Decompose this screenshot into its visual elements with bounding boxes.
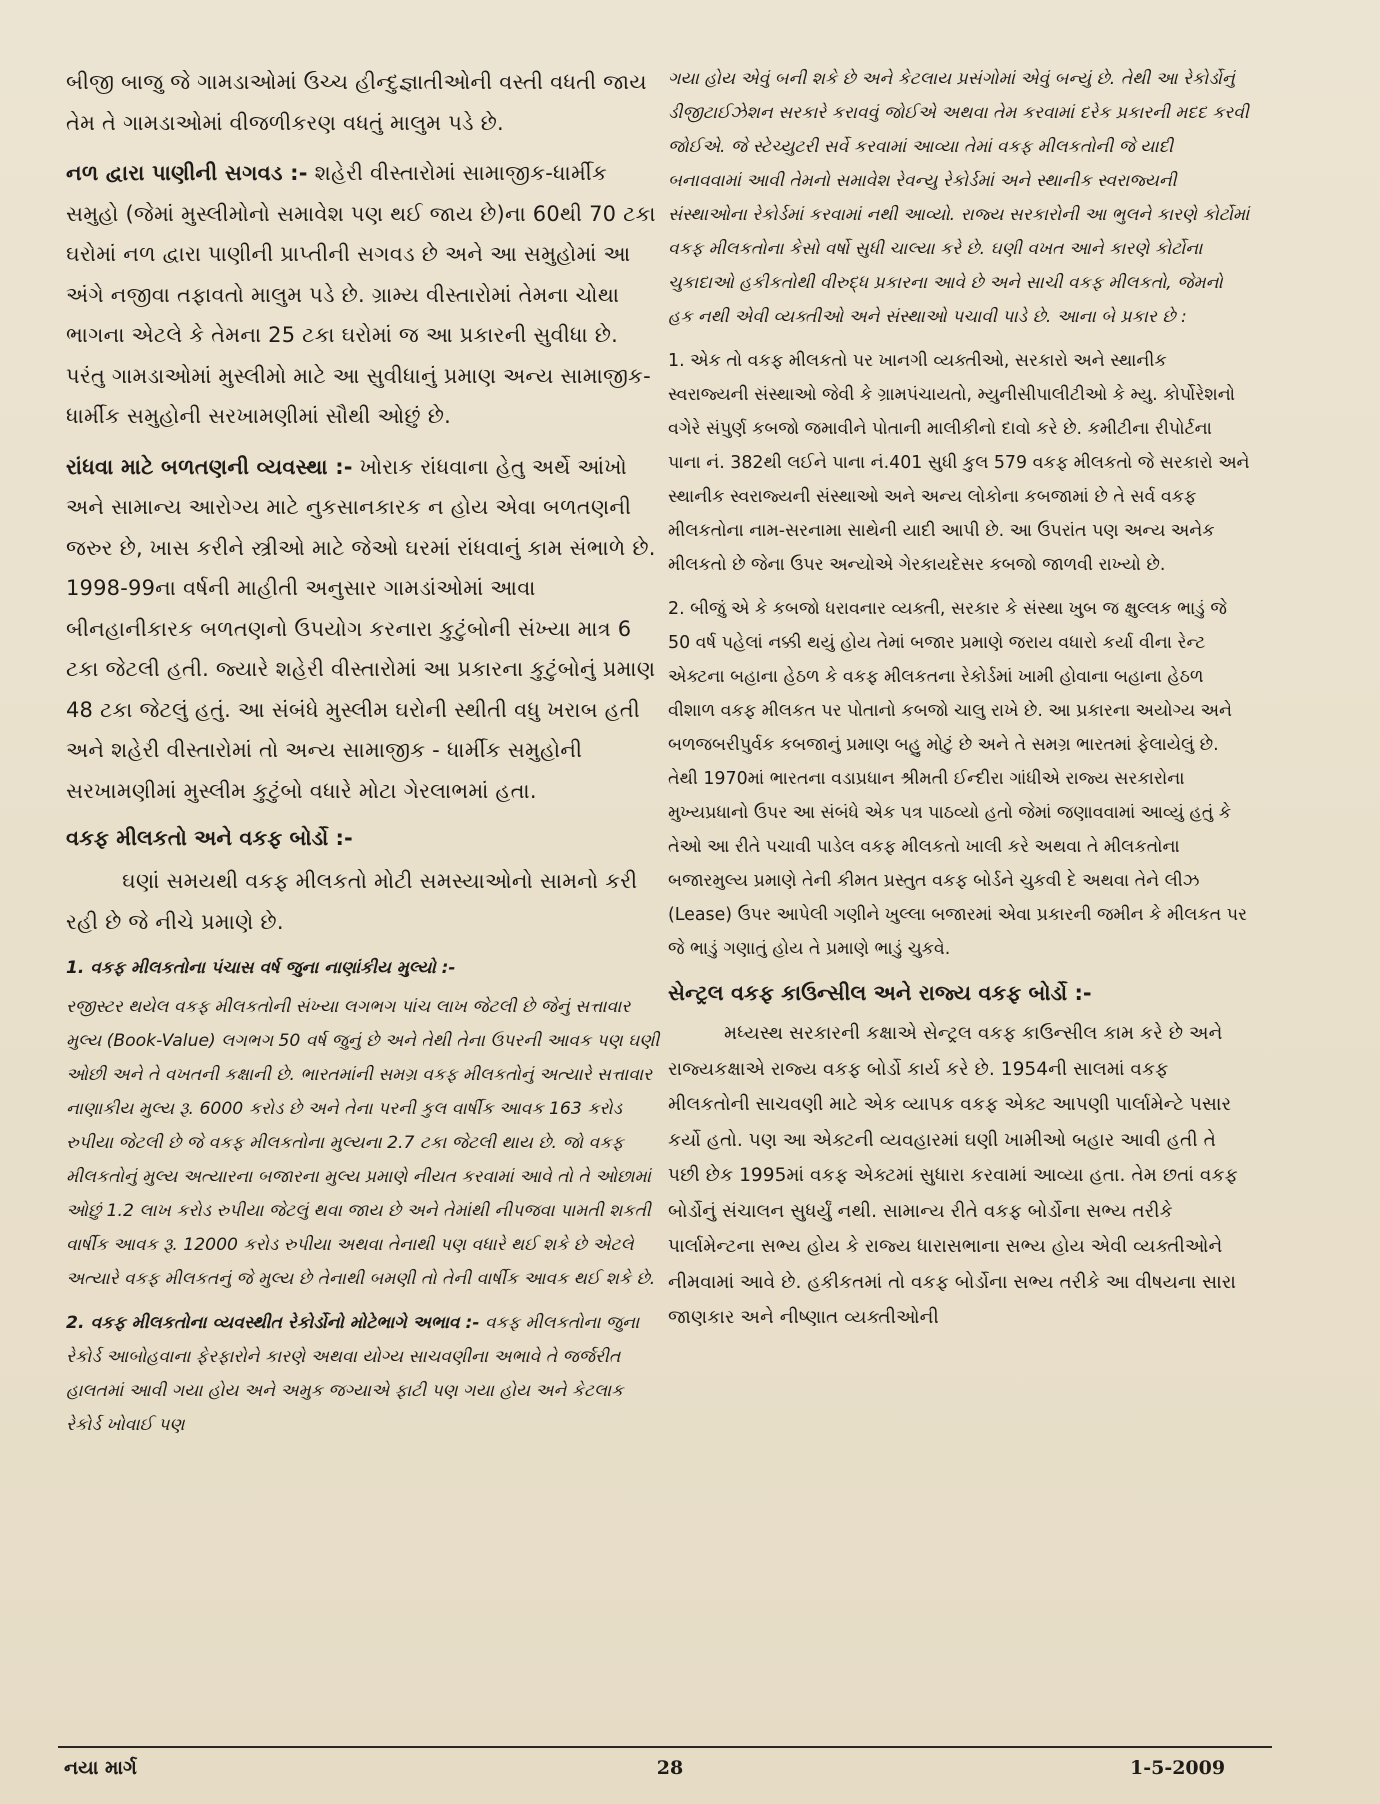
- water-paragraph: [66, 153, 661, 437]
- point-one: 1. એક તો વકફ મીલકતો પર ખાનગી વ્યક્તીઓ, સરકારો અને સ્થાનીક સ્વરાજ્યની સંસ્થાઓ જેવી કે ગ્રામપંચાયતો, મ્યુનીસીપાલીટીઓ કે મ્યુ. કોર્પોરેશનો વગેરે સંપુર્ણ કબજો જમાવીને પોતાની માલીકીનો દાવો કરે છે. કમીટીના રીપોર્ટના પાના નં. 382થી લઈને પાના નં.401 સુધી કુલ 579 વકફ મીલકતો જે સરકારો અને સ્થાનીક સ્વરાજ્યની સંસ્થાઓ અને અન્ય લોકોના કબજામાં છે તે સર્વ વકફ મીલકતોના નામ-સરનામા સાથેની યાદી આપી છે. આ ઉપરાંત પણ અન્ય અનેક મીલકતો છે જેના ઉપર અન્યોએ ગેરકાયદેસર કબજો જાળવી રાખ્યો છે.: [668, 351, 1250, 575]
- fuel-lead: રાંધવા માટે બળતણની વ્યવસ્થા :-: [66, 454, 353, 479]
- water-lead: નળ દ્વારા પાણીની સગવડ :-: [66, 161, 308, 185]
- sub1-paragraph: રજીસ્ટર થયેલ વકફ મીલકતોની સંખ્યા લગભગ પાંચ લાખ જેટલી છે જેનું સત્તાવાર મુલ્ય (Book-Value) લગભગ 50 વર્ષ જુનું છે અને તેથી તેના ઉપરની આવક પણ ઘણી ઓછી અને તે વખતની કક્ષાની છે. ભારતમાંની સમગ્ર વકફ મીલકતોનું અત્યારે સત્તાવાર નાણાકીય મુલ્ય રૂ. 6000 કરોડ છે અને તેના પરની કુલ વાર્ષીક આવક 163 કરોડ રુપીયા જેટલી છે જે વકફ મીલકતોના મુલ્યના 2.7 ટકા જેટલી થાય છે. જો વકફ મીલકતોનું મુલ્ય અત્યારના બજારના મુલ્ય પ્રમાણે નીયત કરવામાં આવે તો તે ઓછામાં ઓછું 1.2 લાખ કરોડ રુપીયા જેટલું થવા જાય છે અને તેમાંથી નીપજવા પામતી શકતી વાર્ષીક આવક રૂ. 12000 કરોડ રુપીયા અથવા તેનાથી પણ વધારે થઈ શકે છે એટલે અત્યારે વકફ મીલકતનું જે મુલ્ય છે તેનાથી બમણી તો તેની વાર્ષીક આવક થઈ શકે છે.: [66, 997, 660, 1289]
- issue-date: 1-5-2009: [1130, 1757, 1226, 1779]
- waqf-heading: વકફ મીલકતો અને વકફ બોર્ડો :-: [66, 826, 353, 850]
- sub1-heading: 1. વકફ મીલકતોના પંચાસ વર્ષ જુના નાણાંકીય મુલ્યો :-: [66, 958, 456, 978]
- fuel-text: ખોરાક રાંધવાના હેતુ અર્થે આંખો અને સામાન્ય આરોગ્ય માટે નુકસાનકારક ન હોય એવા બળતણની જરુર છે, ખાસ કરીને સ્ત્રીઓ માટે જેઓ ઘરમાં રાંધવાનું કામ સંભાળે છે. 1998-99ના વર્ષની માહીતી અનુસાર ગામડાંઓમાં આવા બીનહાનીકારક બળતણનો ઉપયોગ કરનારા કુટુંબોની સંખ્યા માત્ર 6 ટકા જેટલી હતી. જ્યારે શહેરી વીસ્તારોમાં આ પ્રકારના કુટુંબોનું પ્રમાણ 48 ટકા જેટલું હતું. આ સંબંધે મુસ્લીમ ઘરોની સ્થીતી વધુ ખરાબ હતી અને શહેરી વીસ્તારોમાં તો અન્ય સામાજીક - ધાર્મીક સમુહોની સરખામણીમાં મુસ્લીમ કુટુંબો વધારે મોટા ગેરલાભમાં હતા.: [66, 454, 656, 803]
- page-number: 28: [656, 1757, 684, 1779]
- sub2-paragraph: [66, 1306, 661, 1442]
- council-paragraph: મધ્યસ્થ સરકારની કક્ષાએ સેન્ટ્રલ વકફ કાઉન્સીલ કામ કરે છે અને રાજ્યકક્ષાએ રાજ્ય વકફ બોર્ડો કાર્ય કરે છે. 1954ની સાલમાં વકફ મીલકતોની સાચવણી માટે એક વ્યાપક વકફ એક્ટ આપણી પાર્લામેન્ટે પસાર કર્યો હતો. પણ આ એક્ટની વ્યવહારમાં ઘણી ખામીઓ બહાર આવી હતી તે પછી છેક 1995માં વકફ એક્ટમાં સુધારા કરવામાં આવ્યા હતા. તેમ છતાં વકફ બોર્ડોનું સંચાલન સુધર્યું નથી. સામાન્ય રીતે વકફ બોર્ડોના સભ્ય તરીકે પાર્લામેન્ટના સભ્ય હોય કે રાજ્ય ધારાસભાના સભ્ય હોય એવી વ્યક્તીઓને નીમવામાં આવે છે. હકીકતમાં તો વકફ બોર્ડોના સભ્ય તરીકે આ વીષયના સારા જાણકાર અને નીષ્ણાત વ્યક્તીઓની: [668, 1023, 1238, 1328]
- sub2-text: વકફ મીલકતોના જુના રેકોર્ડ આબોહવાના ફેરફારોને કારણે અથવા યોગ્ય સાચવણીના અભાવે તે જર્જરીત હાલતમાં આવી ગયા હોય અને અમુક જગ્યાએ ફાટી પણ ગયા હોય અને કેટલાક રેકોર્ડ ખોવાઈ પણ: [66, 1313, 640, 1435]
- opening-paragraph: બીજી બાજુ જે ગામડાઓમાં ઉચ્ચ હીન્દુજ્ઞાતીઓની વસ્તી વધતી જાય તેમ તે ગામડાઓમાં વીજળીકરણ વધતું માલુમ પડે છે.: [66, 70, 647, 135]
- right-column: [668, 62, 1250, 1346]
- council-heading: સેન્ટ્રલ વકફ કાઉન્સીલ અને રાજ્ય વકફ બોર્ડો :-: [668, 981, 1092, 1005]
- point-two: 2. બીજું એ કે કબજો ધરાવનાર વ્યક્તી, સરકાર કે સંસ્થા ખુબ જ ક્ષુલ્લક ભાડું જે 50 વર્ષ પહેલાં નક્કી થયું હોય તેમાં બજાર પ્રમાણે જરાય વધારો કર્યા વીના રેન્ટ એક્ટના બહાના હેઠળ કે વકફ મીલકતના રેકોર્ડમાં ખામી હોવાના બહાના હેઠળ વીશાળ વકફ મીલકત પર પોતાનો કબજો ચાલુ રાખે છે. આ પ્રકારના અયોગ્ય અને બળજબરીપુર્વક કબજાનું પ્રમાણ બહુ મોટું છે અને તે સમગ્ર ભારતમાં ફેલાયેલું છે. તેથી 1970માં ભારતના વડાપ્રધાન શ્રીમતી ઈન્દીરા ગાંધીએ રાજ્ય સરકારોના મુખ્યપ્રધાનો ઉપર આ સંબંધે એક પત્ર પાઠવ્યો હતો જેમાં જણાવવામાં આવ્યું હતું કે તેઓ આ રીતે પચાવી પાડેલ વકફ મીલકતો ખાલી કરે અથવા તે મીલકતોના બજારમુલ્ય પ્રમાણે તેની કીમત પ્રસ્તુત વકફ બોર્ડને ચુકવી દે અથવા તેને લીઝ (Lease) ઉપર આપેલી ગણીને ખુલ્લા બજારમાં એવા પ્રકારની જમીન કે મીલકત પર જે ભાડું ગણાતું હોય તે પ્રમાણે ભાડું ચુકવે.: [668, 599, 1247, 959]
- fuel-paragraph: [66, 447, 661, 812]
- sub2-lead: 2. વકફ મીલકતોના વ્યવસ્થીત રેકોર્ડોનો મોટેભાગે અભાવ :-: [66, 1313, 480, 1333]
- left-column: [66, 62, 661, 1452]
- magazine-name: નયા માર્ગ: [64, 1757, 137, 1779]
- water-text: શહેરી વીસ્તારોમાં સામાજીક-ધાર્મીક સમુહો (જેમાં મુસ્લીમોનો સમાવેશ પણ થઈ જાય છે)ના 60થી 70 ટકા ઘરોમાં નળ દ્વારા પાણીની પ્રાપ્તીની સગવડ છે અને આ સમુહોમાં આ અંગે નજીવા તફાવતો માલુમ પડે છે. ગ્રામ્ય વીસ્તારોમાં તેમના ચોથા ભાગના એટલે કે તેમના 25 ટકા ઘરોમાં જ આ પ્રકારની સુવીધા છે. પરંતુ ગામડાઓમાં મુસ્લીમો માટે આ સુવીધાનું પ્રમાણ અન્ય સામાજીક-ધાર્મીક સમુહોની સરખામણીમાં સૌથી ઓછું છે.: [66, 161, 656, 428]
- footer-rule: [58, 1746, 1272, 1748]
- continued-paragraph: ગયા હોય એવું બની શકે છે અને કેટલાય પ્રસંગોમાં એવું બન્યું છે. તેથી આ રેકોર્ડોનું ડીજીટાઈઝેશન સરકારે કરાવવું જોઈએ અથવા તેમ કરવામાં દરેક પ્રકારની મદદ કરવી જોઈએ. જે સ્ટેચ્યુટરી સર્વે કરવામાં આવ્યા તેમાં વકફ મીલકતોની જે યાદી બનાવવામાં આવી તેમનો સમાવેશ રેવન્યુ રેકોર્ડમાં અને સ્થાનીક સ્વરાજ્યની સંસ્થાઓના રેકોર્ડમાં કરવામાં નથી આવ્યો. રાજ્ય સરકારોની આ ભુલને કારણે કોર્ટોમાં વકફ મીલકતોના કેસો વર્ષો સુધી ચાલ્યા કરે છે. ઘણી વખત આને કારણે કોર્ટોના ચુકાદાઓ હકીકતોથી વીરુદ્ધ પ્રકારના આવે છે અને સાચી વકફ મીલકતો, જેમનો હક નથી એવી વ્યક્તીઓ અને સંસ્થાઓ પચાવી પાડે છે. આના બે પ્રકાર છે :: [668, 69, 1250, 327]
- waqf-intro: ઘણાં સમયથી વકફ મીલકતો મોટી સમસ્યાઓનો સામનો કરી રહી છે જે નીચે પ્રમાણે છે.: [66, 869, 638, 934]
